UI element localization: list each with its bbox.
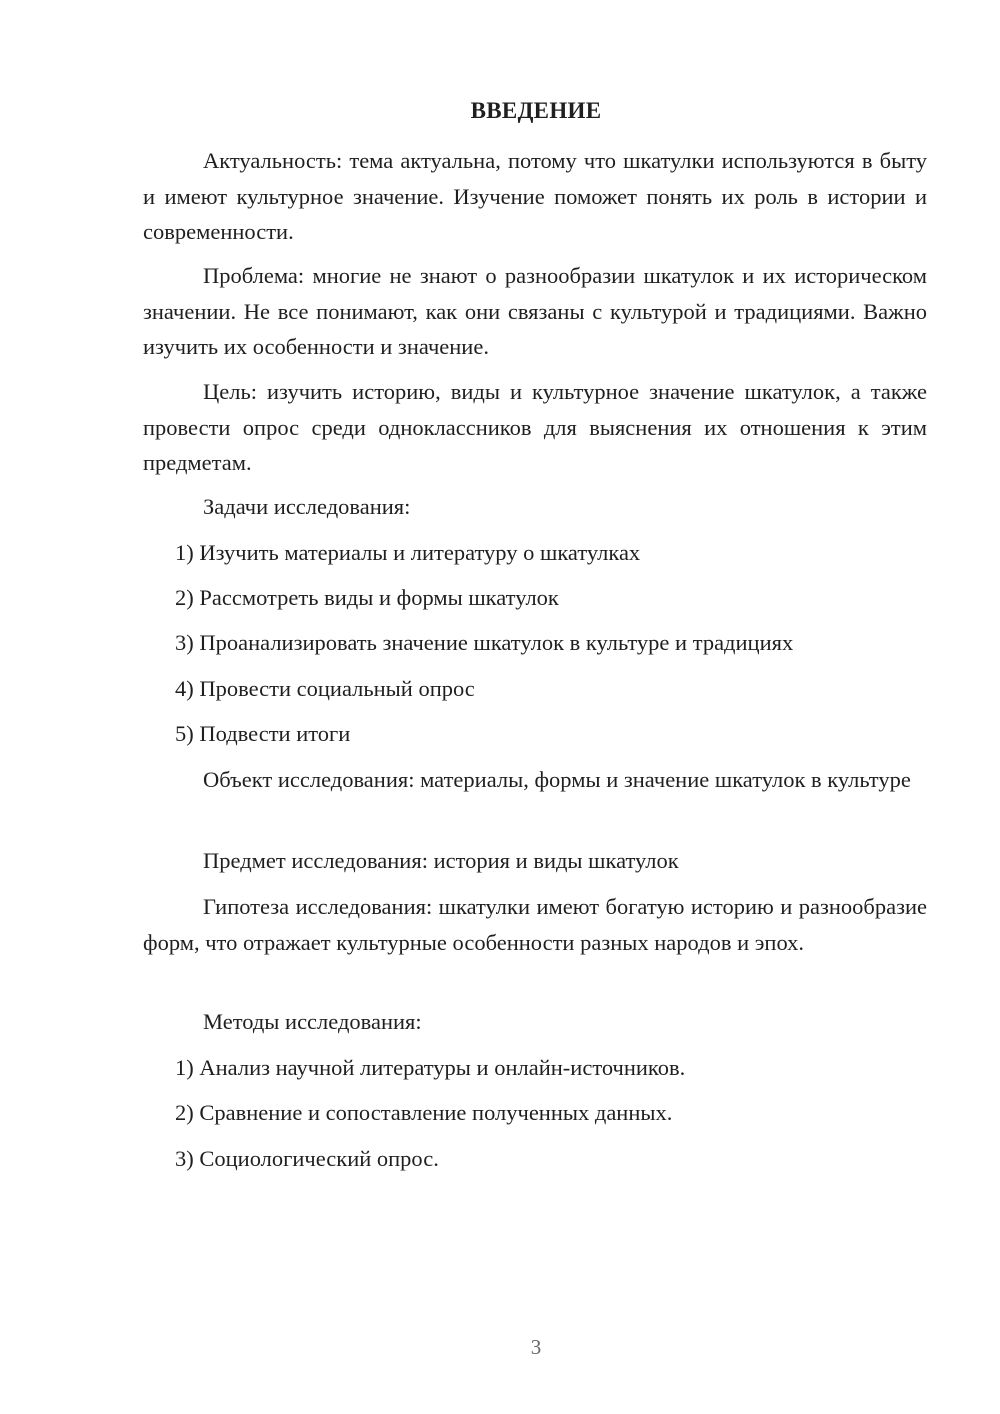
subject-paragraph: Предмет исследования: история и виды шкатулок (203, 848, 679, 873)
tasks-heading: Задачи исследования: (203, 494, 411, 519)
task-item: 5) Подвести итоги (175, 721, 351, 746)
task-item: 2) Рассмотреть виды и формы шкатулок (175, 585, 559, 610)
page-number: 3 (530, 1335, 542, 1359)
methods-heading: Методы исследования: (203, 1009, 422, 1034)
object-paragraph: Объект исследования: материалы, формы и значение шкатулок в культуре (203, 767, 911, 792)
method-item: 2) Сравнение и сопоставление полученных данных. (175, 1100, 673, 1125)
method-item: 3) Социологический опрос. (175, 1146, 439, 1171)
hypothesis-paragraph: Гипотеза исследования: шкатулки имеют богатую историю и разнообразие форм, что отражает культурные особенности разных народов и эпох. (143, 894, 927, 955)
page-title: ВВЕДЕНИЕ (470, 98, 602, 123)
problem-paragraph: Проблема: многие не знают о разнообразии шкатулок и их историческом значении. Не все понимают, как они связаны с культурой и традициями. Важно изучить их особенности и значение. (143, 263, 927, 359)
task-item: 3) Проанализировать значение шкатулок в культуре и традициях (175, 630, 794, 655)
task-item: 4) Провести социальный опрос (175, 676, 475, 701)
method-item: 1) Анализ научной литературы и онлайн-источников. (175, 1055, 686, 1080)
goal-paragraph: Цель: изучить историю, виды и культурное значение шкатулок, а также провести опрос среди одноклассников для выяснения их отношения к этим предметам. (143, 379, 927, 475)
relevance-paragraph: Актуальность: тема актуальна, потому что шкатулки используются в быту и имеют культурное значение. Изучение поможет понять их роль в истории и современности. (143, 148, 927, 244)
task-item: 1) Изучить материалы и литературу о шкатулках (175, 540, 641, 565)
